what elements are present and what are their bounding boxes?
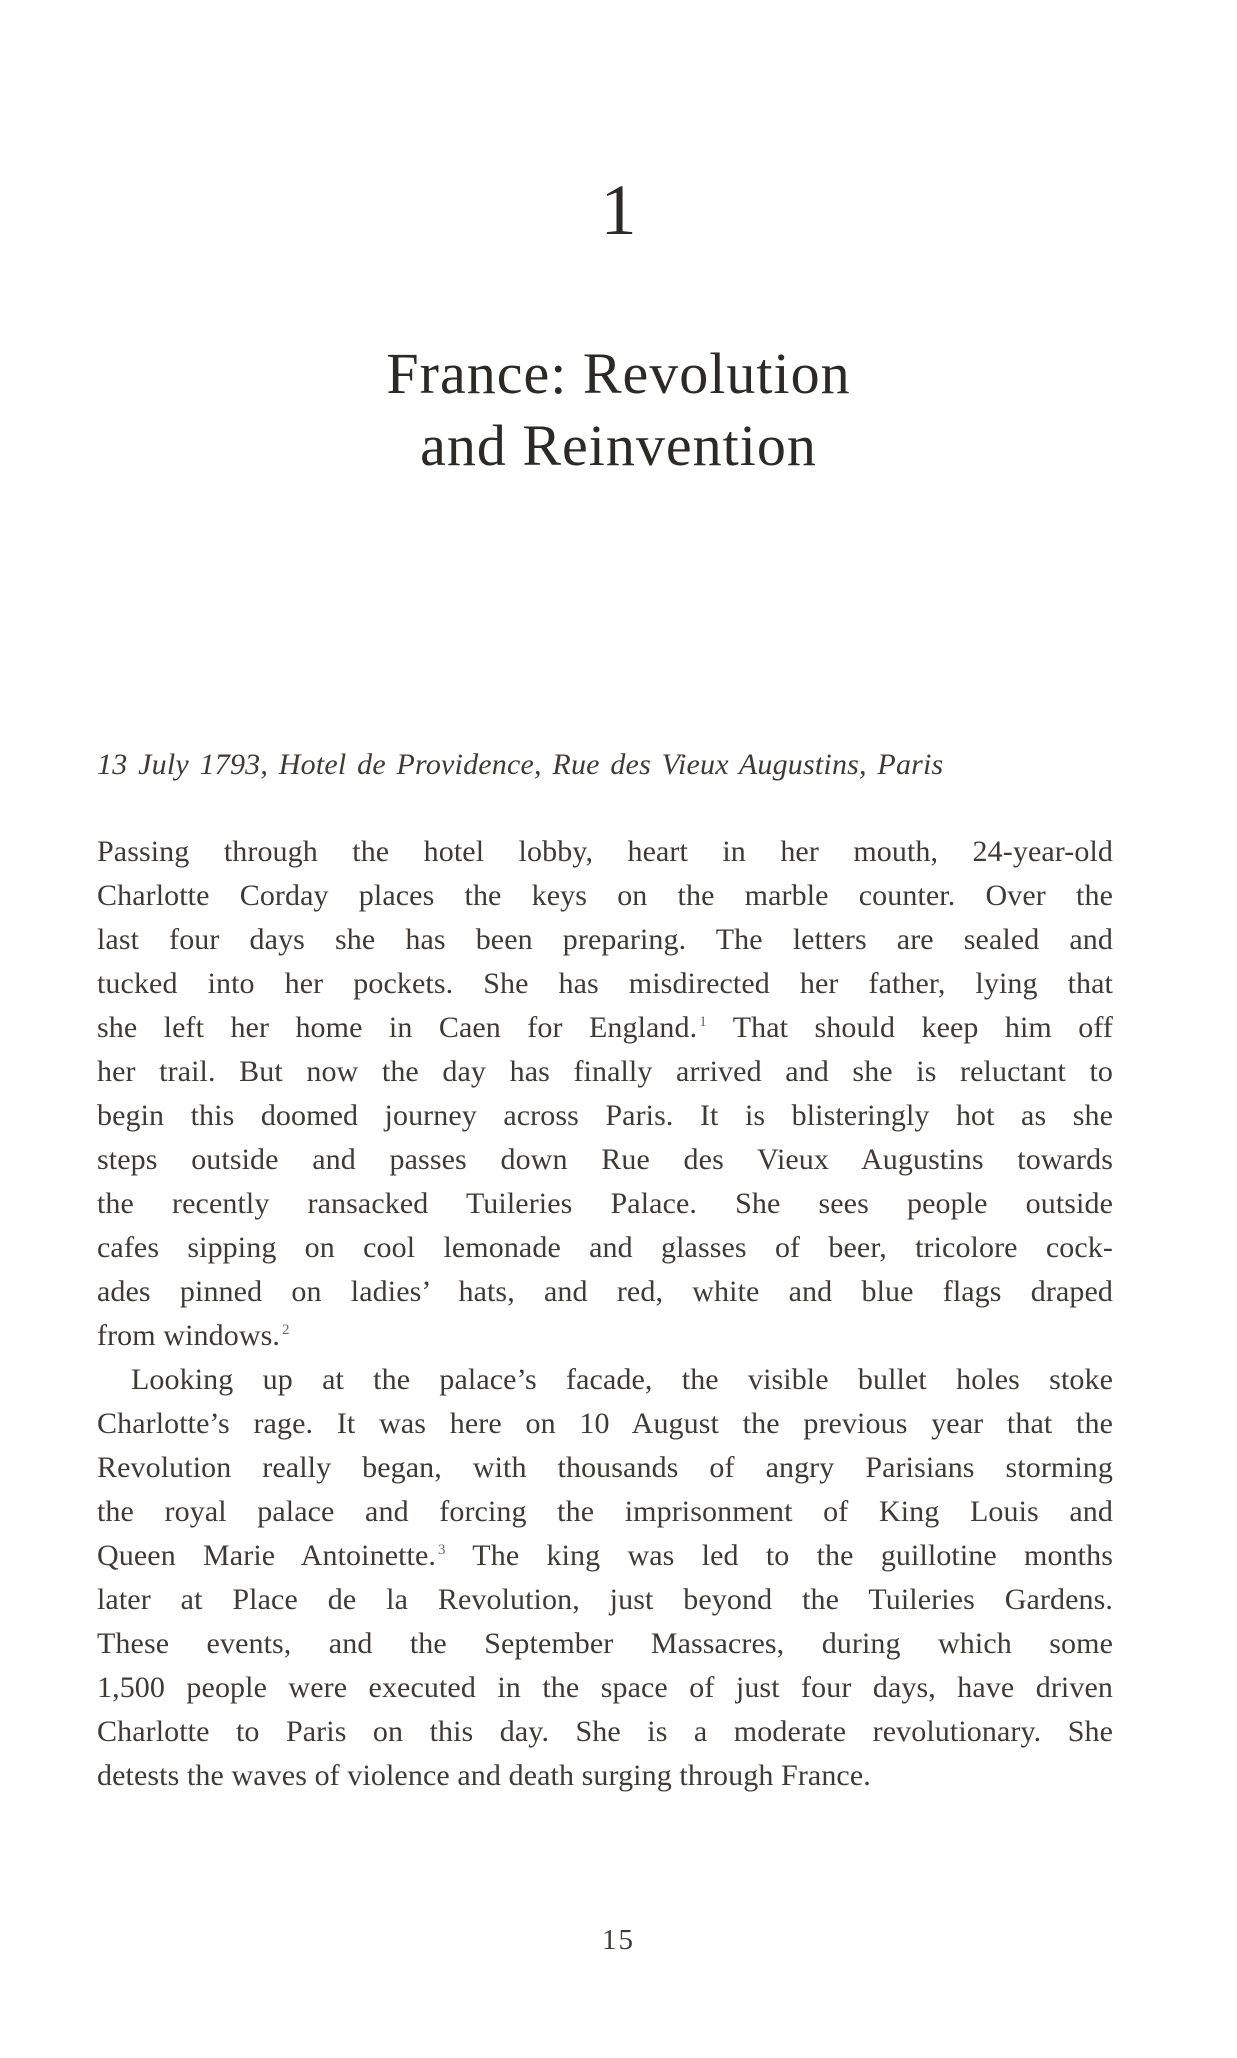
body-line: steps outside and passes down Rue des Vieux Augustins towards <box>97 1143 1113 1176</box>
body-line: the royal palace and forcing the imprisonment of King Louis and <box>97 1495 1113 1528</box>
footnote-marker: 2 <box>281 1322 290 1338</box>
body-line: cafes sipping on cool lemonade and glasses of beer, tricolore cock- <box>97 1231 1113 1264</box>
dateline: 13 July 1793, Hotel de Providence, Rue des Vieux Augustins, Paris <box>97 748 944 781</box>
body-line: later at Place de la Revolution, just beyond the Tuileries Gardens. <box>97 1583 1113 1616</box>
body-line: Passing through the hotel lobby, heart in her mouth, 24-year-old <box>97 835 1113 868</box>
paragraph <box>97 830 1113 1358</box>
chapter-title <box>0 338 1237 482</box>
paragraph <box>97 1358 1113 1798</box>
footnote-marker: 3 <box>438 1542 446 1558</box>
body-line: ades pinned on ladies’ hats, and red, white and blue flags draped <box>97 1275 1113 1308</box>
body-line: last four days she has been preparing. The letters are sealed and <box>97 923 1113 956</box>
body-line: begin this doomed journey across Paris. It is blisteringly hot as she <box>97 1099 1113 1132</box>
body-line: Charlotte’s rage. It was here on 10 August the previous year that the <box>97 1407 1113 1440</box>
body-line: detests the waves of violence and death surging through France. <box>97 1759 871 1792</box>
body-line: Revolution really began, with thousands of angry Parisians storming <box>97 1451 1113 1484</box>
body-line: tucked into her pockets. She has misdirected her father, lying that <box>97 967 1113 1000</box>
chapter-title-line-2: and Reinvention <box>420 413 817 478</box>
body-line: from windows. $^2$ <box>97 1319 290 1352</box>
body-line: These events, and the September Massacres, during which some <box>97 1627 1113 1660</box>
footnote-marker: 1 <box>699 1014 707 1030</box>
body-line: 1,500 people were executed in the space of just four days, have driven <box>97 1671 1113 1704</box>
body-line: her trail. But now the day has finally arrived and she is reluctant to <box>97 1055 1113 1088</box>
body-line: Looking up at the palace’s facade, the visible bullet holes stoke <box>131 1363 1113 1396</box>
body-line: she left her home in Caen for England. $^1$ That should keep him off <box>97 1011 1114 1044</box>
body-line: Charlotte Corday places the keys on the marble counter. Over the <box>97 879 1113 912</box>
body-line: Queen Marie Antoinette. $^3$ The king was led to the guillotine months <box>97 1539 1113 1572</box>
body-text <box>97 830 1113 1798</box>
body-line: Charlotte to Paris on this day. She is a moderate revolutionary. She <box>97 1715 1113 1748</box>
page-number: 15 <box>602 1924 635 1956</box>
body-line: the recently ransacked Tuileries Palace. She sees people outside <box>97 1187 1113 1220</box>
chapter-number: 1 <box>600 170 637 250</box>
chapter-title-line-1: France: Revolution <box>386 341 851 406</box>
